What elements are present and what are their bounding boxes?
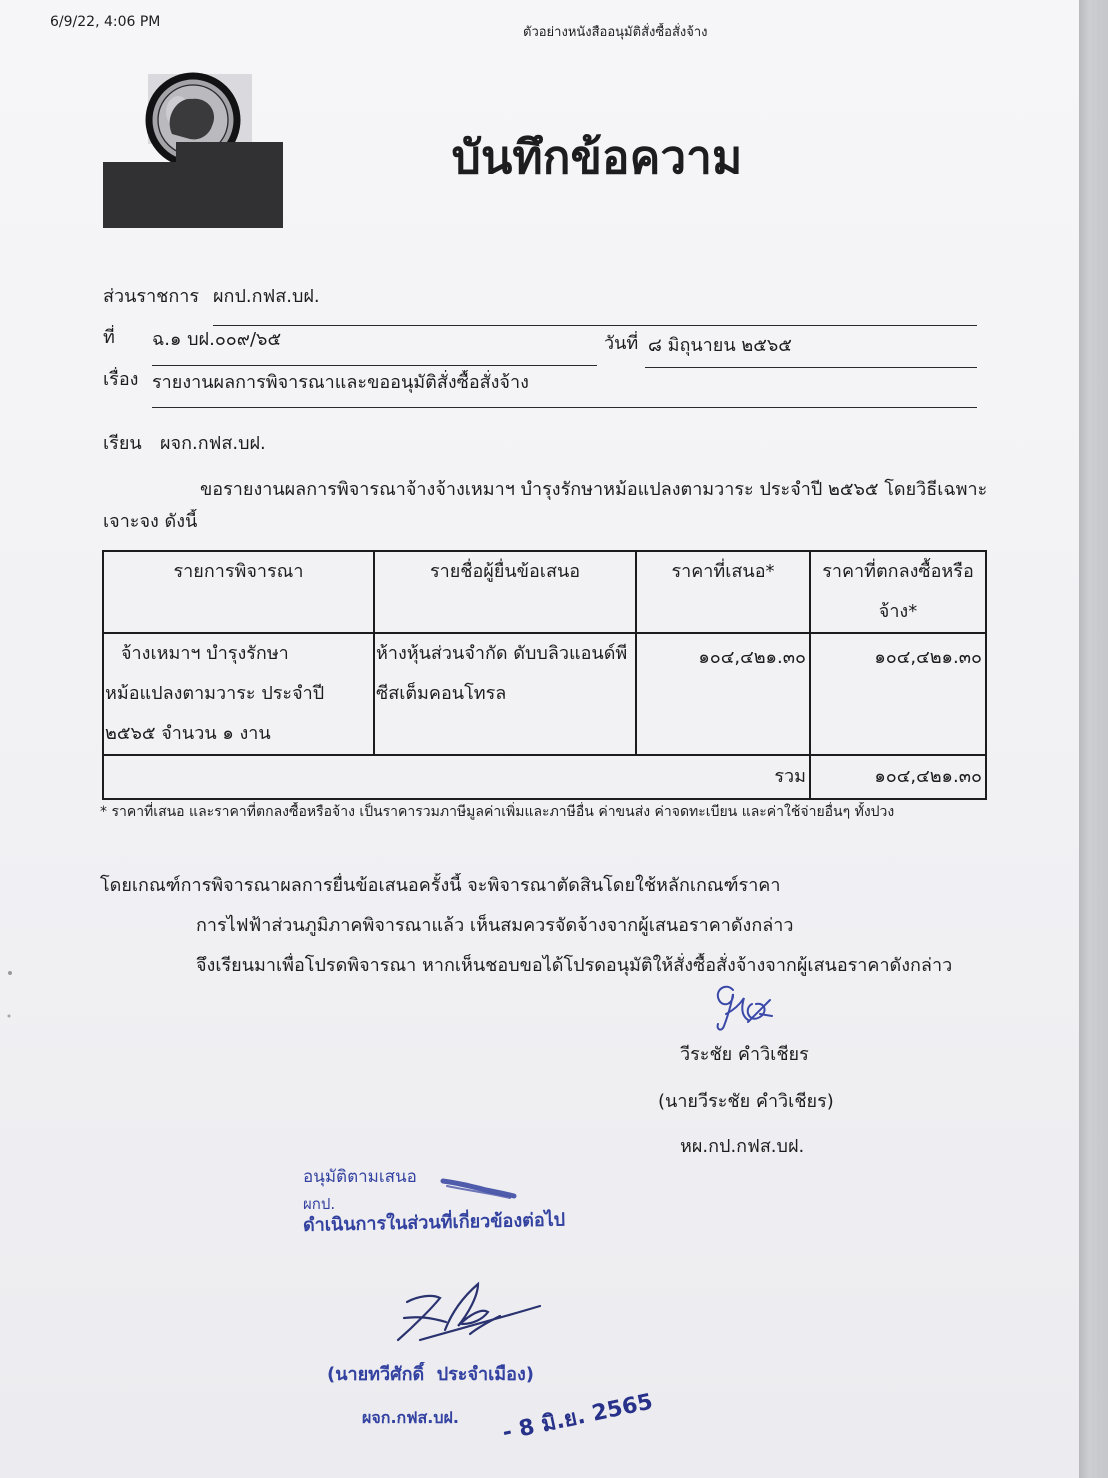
closing-line: โดยเกณฑ์การพิจารณาผลการยื่นข้อเสนอครั้งนี้ จะพิจารณาตัดสินโดยใช้หลักเกณฑ์ราคา [100,875,781,896]
cell-line: จ้างเหมาฯ บำรุงรักษา [121,643,289,664]
print-document-title: ตัวอย่างหนังสืออนุมัติสั่งซื้อสั่งจ้าง [523,25,708,40]
offered-price-value: ๑๐๔,๔๒๑.๓๐ [698,647,806,668]
subject-label: เรื่อง [103,369,139,390]
header-text: รายการพิจารณา [173,561,304,582]
table-footnote: * ราคาที่เสนอ และราคาที่ตกลงซื้อหรือจ้าง เป็นราคารวมภาษีมูลค่าเพิ่มและภาษีอื่น ค่าขนส่ง ค่าจดทะเบียน และค่าใช้จ่ายอื่นๆ ทั้งปวง [100,804,895,820]
recipient-value: ผจก.กฟส.บฝ. [160,433,266,454]
reference-label: ที่ [103,327,115,348]
cell-item [103,633,374,755]
date-underline [645,367,977,368]
intro-line: เจาะจง ดังนี้ [103,511,198,532]
header-text: จ้าง* [878,601,918,622]
total-label: รวม [774,766,806,787]
reference-value: ฉ.๑ บฝ.๐๐๙/๖๕ [152,329,282,350]
closing-line: การไฟฟ้าส่วนภูมิภาคพิจารณาแล้ว เห็นสมควรจัดจ้างจากผู้เสนอราคาดังกล่าว [196,915,794,936]
signature-stroke [404,1317,446,1322]
print-timestamp: 6/9/22, 4:06 PM [50,14,161,30]
table-header-row [103,551,986,633]
approver-position: ผจก.กฟส.บฝ. [362,1408,459,1427]
table-row [103,633,986,755]
signature-stroke [748,1004,765,1019]
cell-line: ๒๕๖๕ จำนวน ๑ งาน [105,723,271,744]
header-text: ราคาที่เสนอ* [671,561,775,582]
memo-title: บันทึกข้อความ [451,130,743,184]
date-value: ๘ มิถุนายน ๒๕๖๕ [648,335,792,356]
bid-result-table [102,550,987,800]
department-label: ส่วนราชการ [103,286,200,307]
signature-stroke [718,987,733,1030]
received-date-stamp: - 8 มิ.ย. 2565 [500,1389,655,1446]
table-total-row [103,755,986,799]
header-text: รายชื่อผู้ยื่นข้อเสนอ [429,561,581,582]
cell-line: ซีสเต็มคอนโทรล [376,683,507,704]
approver-full-name: (นายทวีศักดิ์ ประจำเมือง) [327,1364,534,1385]
intro-line: ขอรายงานผลการพิจารณาจ้างจ้างเหมาฯ บำรุงรักษาหม้อแปลงตามวาระ ประจำปี ๒๕๖๕ โดยวิธีเฉพาะ [200,479,988,500]
total-value: ๑๐๔,๔๒๑.๓๐ [874,766,982,787]
requester-full-name: (นายวีระชัย คำวิเชียร) [658,1091,834,1112]
requester-position: หผ.กป.กฟส.บฝ. [680,1136,805,1157]
total-value-cell [810,755,986,799]
header-cell-agreed-price [810,551,986,633]
closing-line: จึงเรียนมาเพื่อโปรดพิจารณา หากเห็นชอบขอได้โปรดอนุมัติให้สั่งซื้อสั่งจ้างจากผู้เสนอราคาดังกล่าว [196,955,953,976]
cell-offered-price [636,633,810,755]
header-cell-offered-price [636,551,810,633]
cell-agreed-price [810,633,986,755]
header-text: ราคาที่ตกลงซื้อหรือ [822,561,974,582]
requester-signature [718,987,772,1030]
header-cell-item [103,551,374,633]
date-label: วันที่ [604,333,639,354]
redaction-box [103,142,283,228]
paper-speck [8,971,12,975]
approval-stamp-line: ผกป. [303,1195,336,1213]
total-label-cell [103,755,810,799]
recipient-label: เรียน [103,433,142,454]
department-underline [213,325,977,326]
approval-stamp-line: อนุมัติตามเสนอ [303,1167,417,1187]
scribble-stroke [443,1181,514,1196]
approval-mark-scribble [443,1181,514,1198]
reference-underline [152,365,597,366]
department-value: ผกป.กฟส.บฝ. [213,286,320,307]
header-cell-bidder [374,551,636,633]
approver-signature [398,1284,540,1340]
requester-name: วีระชัย คำวิเชียร [680,1044,809,1065]
subject-underline [152,407,977,408]
subject-value: รายงานผลการพิจารณาและขออนุมัติสั่งซื้อสั่งจ้าง [152,372,529,393]
agreed-price-value: ๑๐๔,๔๒๑.๓๐ [874,647,982,668]
cell-line: หม้อแปลงตามวาระ ประจำปี [105,683,325,704]
cell-line: ห้างหุ้นส่วนจำกัด ดับบลิวแอนด์พี [376,643,628,664]
paper-speck [8,1015,11,1018]
cell-bidder [374,633,636,755]
approval-stamp-line: ดำเนินการในส่วนที่เกี่ยวข้องต่อไป [302,1209,566,1236]
